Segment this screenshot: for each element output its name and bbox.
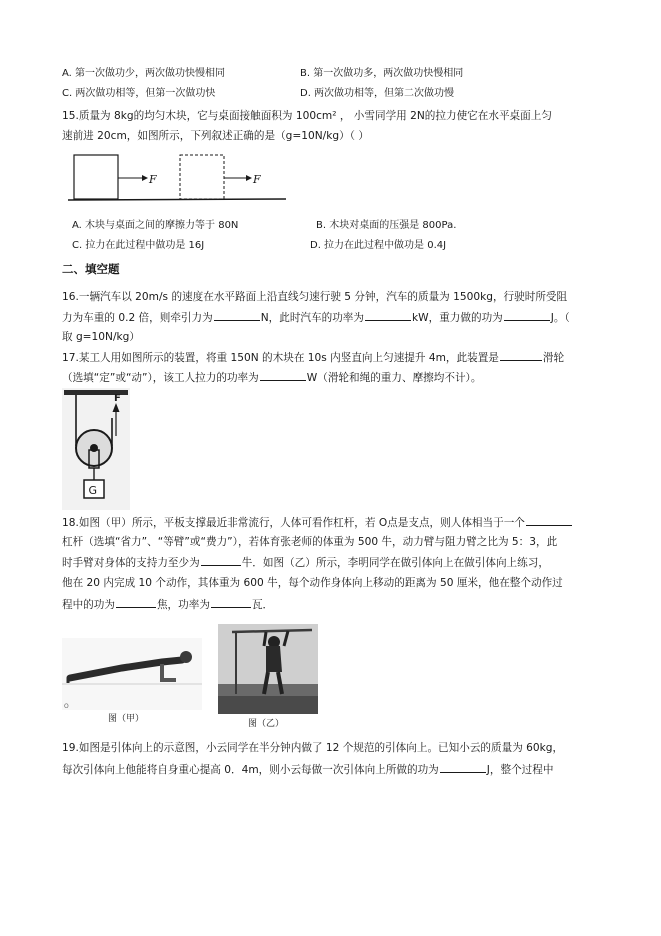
q18-text-d: 程中的功为	[62, 599, 115, 611]
pullup-photo	[218, 624, 318, 714]
q15-option-b: B. 木块对桌面的压强是 800Pa.	[316, 220, 457, 231]
q19-text-b: J，整个过程中	[486, 764, 554, 776]
q14-option-c: C. 两次做功相等，但第一次做功快	[62, 88, 216, 99]
q18-text-f: 瓦．	[251, 599, 274, 611]
q17-text-d: W（滑轮和绳的重力、摩擦均不计）。	[306, 372, 482, 384]
q18-blank-power[interactable]	[211, 597, 251, 608]
q14-option-a: A. 第一次做功少，两次做功快慢相同	[62, 68, 226, 79]
q18-text-b: 时手臂对身体的支持力至少为	[62, 557, 200, 569]
q16-blank-gravity-work[interactable]	[504, 310, 550, 321]
q17-pulley-diagram	[62, 388, 132, 510]
q17-text-b: 滑轮	[542, 352, 565, 364]
q17-blank-pulley-type[interactable]	[500, 350, 542, 361]
q17-line1	[62, 350, 564, 365]
q18-blank-support-force[interactable]	[201, 555, 241, 566]
q15-block-diagram	[66, 150, 290, 210]
q16-blank-power[interactable]	[365, 310, 411, 321]
q18-blank-lever-type[interactable]	[526, 515, 572, 526]
q18-line1	[62, 515, 573, 530]
q18-line3	[62, 555, 549, 570]
q15-stem-line1: 15.质量为 8kg的均匀木块，它与桌面接触面积为 100cm² ， 小雪同学用 2N的拉力使它在水平桌面上匀	[62, 110, 552, 122]
q17-blank-power[interactable]	[260, 370, 306, 381]
q14-option-d: D. 两次做功相等，但第二次做功慢	[300, 88, 455, 99]
q19-line1: 19.如图是引体向上的示意图，小云同学在半分钟内做了 12 个规范的引体向上。已知小云的质量为 60kg，	[62, 742, 564, 754]
caption-figure-a: 图（甲）	[108, 714, 145, 724]
q19-blank-work[interactable]	[440, 762, 486, 773]
q18-line2: 杠杆（选填“省力”、“等臂”或“费力”），若体育张老师的体重为 500 牛，动力臂与阻力臂之比为 5：3，此	[62, 536, 558, 548]
q18-text-c: 牛．如图（乙）所示，李明同学在做引体向上在做引体向上练习，	[241, 557, 549, 569]
q18-line4: 他在 20 内完成 10 个动作，其体重为 600 牛，每个动作身体向上移动的距离为 50 厘米，他在整个动作过	[62, 577, 563, 589]
q16-text-c: kW，重力做的功为	[412, 312, 503, 324]
q17-text-c: （选填“定”或“动”），该工人拉力的功率为	[62, 372, 259, 384]
q15-option-c: C. 拉力在此过程中做功是 16J	[72, 240, 205, 251]
q19-text-a: 每次引体向上他能将自身重心提高 0．4m，则小云每做一次引体向上所做的功为	[62, 764, 439, 776]
q14-option-b: B. 第一次做功多，两次做功快慢相同	[300, 68, 464, 79]
section-title: 二、填空题	[62, 262, 120, 276]
q15-stem-line2: 速前进 20cm，如图所示，下列叙述正确的是（g=10N/kg）（ ）	[62, 130, 369, 142]
q16-line3: 取 g=10N/kg）	[62, 331, 140, 343]
q15-force-label-2: F	[253, 173, 261, 186]
q15-force-label-1: F	[149, 173, 157, 186]
plank-photo	[62, 638, 202, 710]
q16-line2	[62, 310, 570, 325]
q18-line5	[62, 597, 273, 612]
q15-option-d: D. 拉力在此过程中做功是 0.4J	[310, 240, 447, 251]
q16-text-d: J。（	[550, 312, 570, 324]
q16-text-b: N，此时汽车的功率为	[260, 312, 364, 324]
q18-blank-work[interactable]	[116, 597, 156, 608]
svg-text:O: O	[64, 703, 69, 710]
q15-option-a: A. 木块与桌面之间的摩擦力等于 80N	[72, 220, 239, 231]
q19-line2	[62, 762, 553, 777]
q16-text-a: 力为车重的 0.2 倍，则牵引力为	[62, 312, 213, 324]
q17-force-label: F	[114, 393, 121, 404]
q17-text-a: 17.某工人用如图所示的装置，将重 150N 的木块在 10s 内竖直向上匀速提升 4m，此装置是	[62, 352, 499, 364]
q18-text-a: 18.如图（甲）所示，平板支撑最近非常流行，人体可看作杠杆，若 O点是支点，则人体相当于一个	[62, 517, 525, 529]
q16-blank-traction[interactable]	[214, 310, 260, 321]
q18-text-e: 焦，功率为	[156, 599, 210, 611]
caption-figure-b: 图（乙）	[248, 719, 285, 729]
q16-line1: 16.一辆汽车以 20m/s 的速度在水平路面上沿直线匀速行驶 5 分钟，汽车的质量为 1500kg，行驶时所受阻	[62, 291, 568, 303]
q17-line2	[62, 370, 481, 385]
q17-weight-label: G	[88, 484, 98, 497]
